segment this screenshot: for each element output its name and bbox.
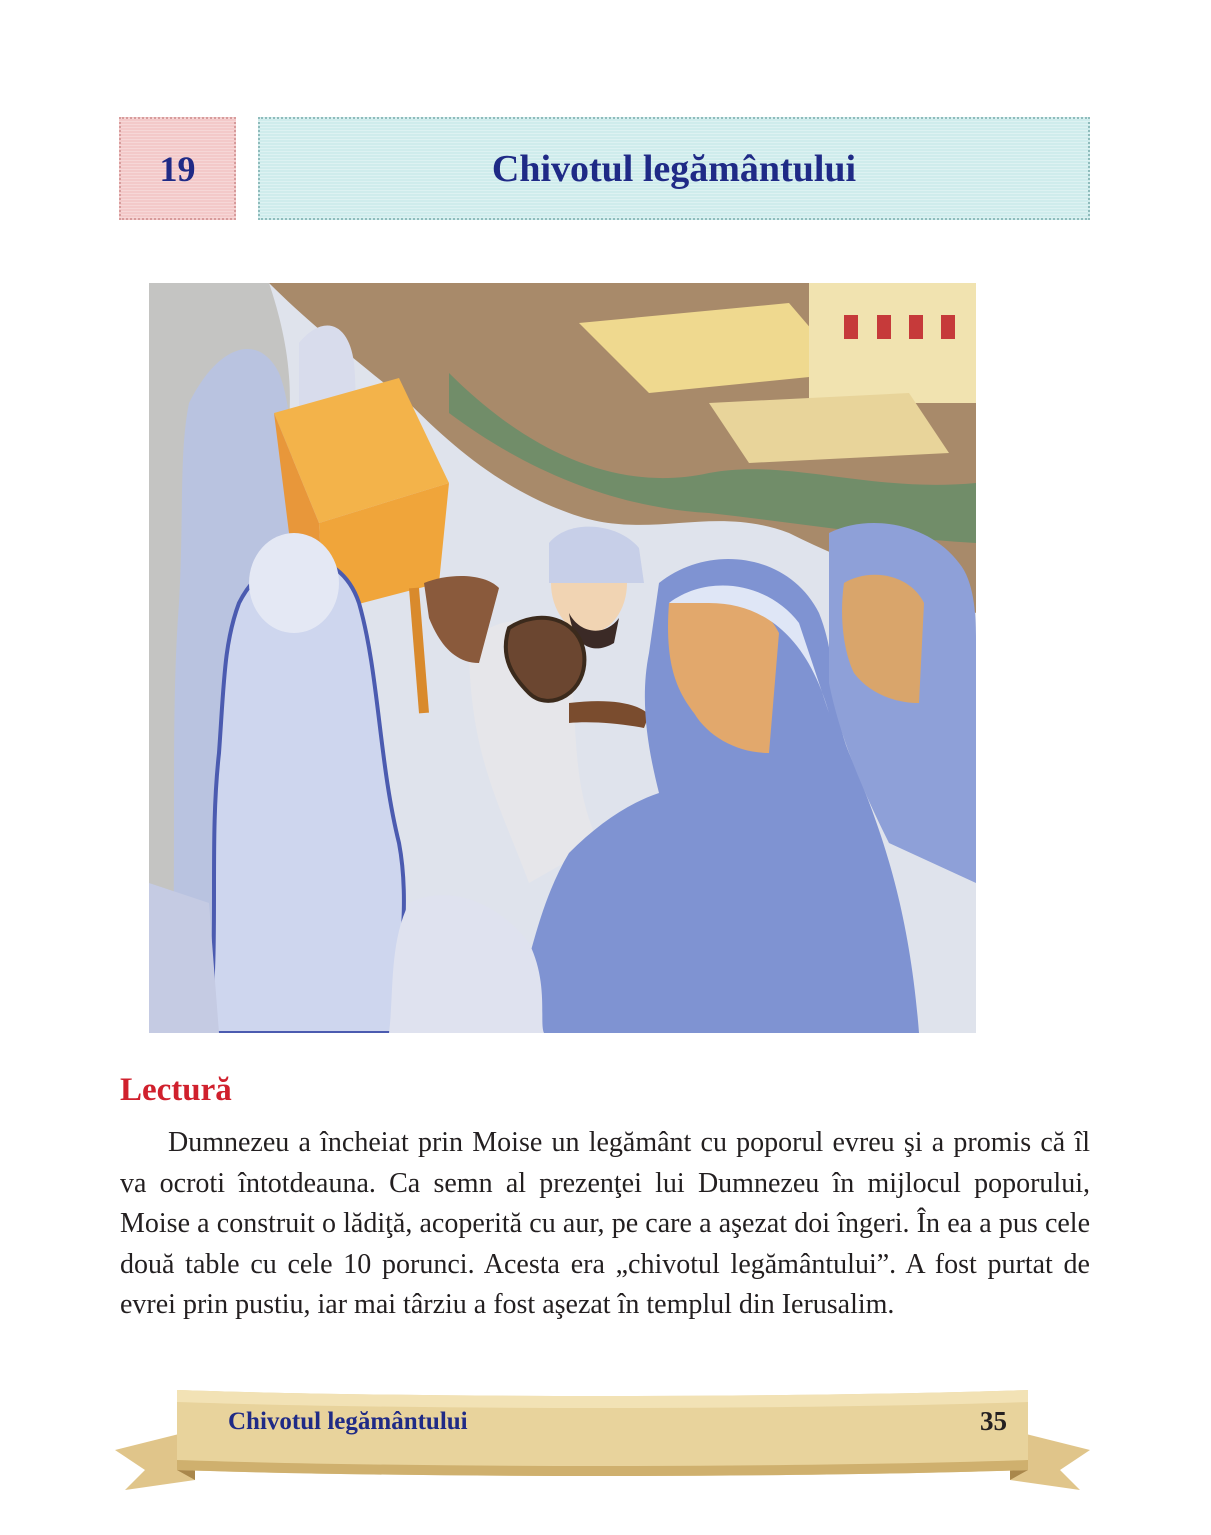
lesson-number: 19 — [159, 148, 196, 189]
reading-heading: Lectură — [120, 1072, 232, 1108]
reading-paragraph: Dumnezeu a încheiat prin Moise un legământ cu poporul evreu şi a promis că îl va ocroti întotdeauna. Ca semn al prezenţei lui Dumnezeu în mijlocul poporului, Moise a construit o lădiţă, acoperită cu aur, pe care a aşezat doi îngeri. În ea a pus cele două table cu cele 10 porunci. Acesta era „chivotul legământului”. A fost purtat de evrei prin pustiu, iar mai târziu a fost aşezat în templul din Ierusalim. — [120, 1127, 1090, 1320]
watercolor-illustration — [149, 283, 976, 1033]
lesson-title: Chivotul legământului — [491, 147, 857, 190]
footer-title: Chivotul legământului — [228, 1408, 468, 1435]
page-number: 35 — [980, 1406, 1007, 1436]
lesson-title-banner — [258, 117, 1090, 220]
footer-ribbon — [115, 1390, 1090, 1490]
lesson-number-box — [119, 117, 236, 220]
